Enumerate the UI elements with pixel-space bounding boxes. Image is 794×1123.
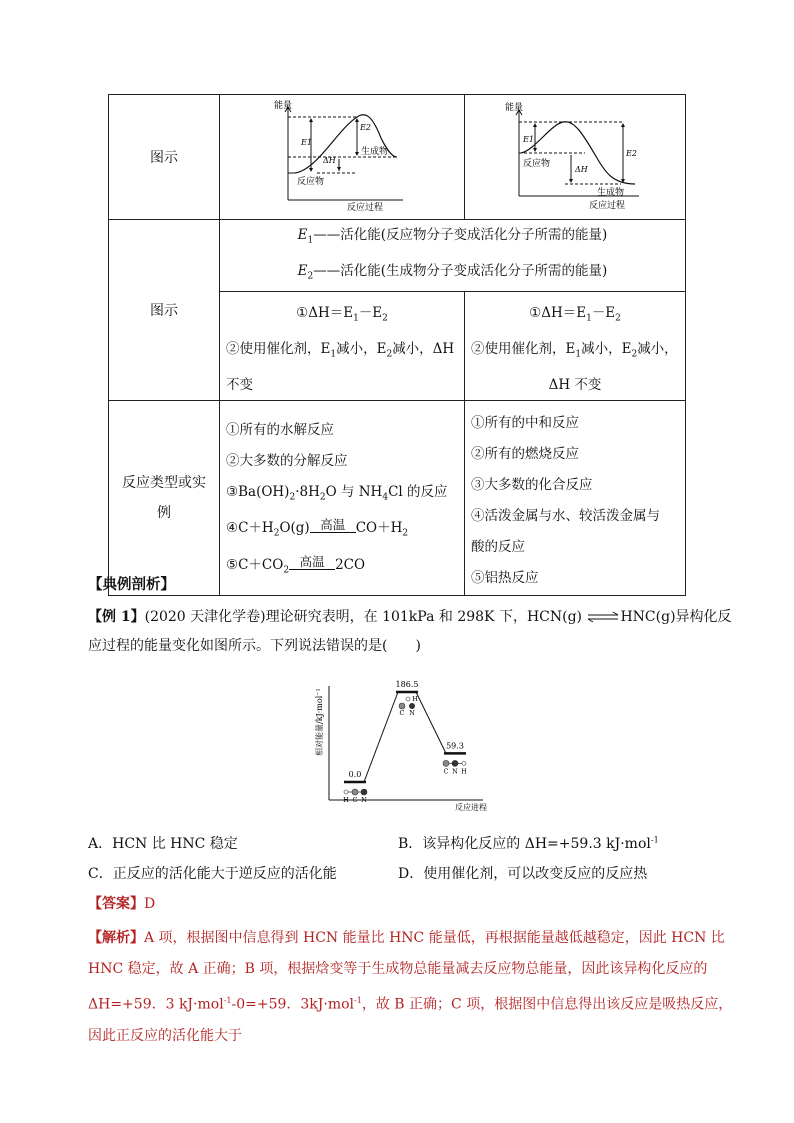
- connector-line: [364, 692, 398, 782]
- energy-profile-chart: [315, 676, 487, 812]
- option-b: B．该异构化反应的 ΔH=+59.3 kJ·mol$^{-1}$: [398, 835, 659, 852]
- list-item: ④活泼金属与水、较活泼金属与: [471, 507, 660, 524]
- equilibrium-arrow-icon: [586, 612, 620, 622]
- list-item: $④C+H_2O(g)$ 高温 $CO+H_2$: [226, 517, 409, 540]
- atom-marker: [344, 790, 348, 794]
- option-c: C．正反应的活化能大于逆反应的活化能: [88, 866, 337, 882]
- table-row: [109, 220, 686, 292]
- atom-marker: [452, 760, 458, 766]
- exothermic-energy-diagram: [274, 100, 407, 213]
- dh-formula: $①\Delta H=E_1-E_2$: [529, 305, 621, 325]
- atom-marker: [361, 789, 367, 795]
- atom-label: N: [409, 709, 415, 717]
- endothermic-energy-diagram: [505, 100, 645, 210]
- e1-definition: $E_1——$活化能(反应物分子变成活化分子所需的能量): [297, 227, 608, 246]
- analysis: 【解析】A 项，根据图中信息得到 HCN 能量比 HNC 能量低，再根据能量越低越稳定，因此 HCN 比 HNC 稳定，故 A 正确；B 项，根据焓变等于生成物总能量减去反应物总能量，因此该异构化反应的 ΔH=+59．3 kJ·mol$^{-1}$-0=+59．3kJ·mol$^{-1}$，故 B 正确；C 项，根据图中信息得出该反应是吸热反应，因此正反应的活化能大于: [88, 930, 733, 1044]
- data-label: 0.0: [348, 770, 362, 779]
- data-label: 186.5: [395, 680, 419, 689]
- atom-marker: [443, 760, 449, 766]
- question-stem: 【例 1】(2020 天津化学卷)理论研究表明，在 101kPa 和 298K 下，HCN(g) HNC(g)异构化反应过程的能量变化如图所示。下列说法错误的是( ): [88, 609, 732, 654]
- list-item: 酸的反应: [471, 538, 525, 555]
- e2-label: E2: [360, 123, 371, 132]
- x-axis-label: 反应进程: [455, 803, 487, 812]
- atom-marker: [462, 761, 466, 765]
- endothermic-diagram-cell: [465, 95, 686, 220]
- e1-label: E1: [301, 138, 312, 147]
- answer: 【答案】D: [88, 896, 156, 912]
- atom-label: N: [452, 767, 458, 776]
- list-item: ⑤铝热反应: [471, 569, 539, 586]
- section-title: 【典例剖析】: [88, 576, 175, 593]
- atom-marker: [406, 697, 410, 701]
- y-axis-label: 能量: [274, 101, 293, 111]
- dh-formula: $①\Delta H=E_1-E_2$: [296, 305, 388, 325]
- y-axis-label: 能量: [505, 103, 524, 113]
- atom-marker: [352, 789, 358, 795]
- e1-label: E1: [523, 135, 534, 144]
- connector-line: [416, 692, 446, 753]
- dh-label: ΔH: [575, 165, 588, 174]
- e2-definition: $E_2——$活化能(生成物分子变成活化分子所需的能量): [297, 262, 608, 282]
- atom-label: H: [343, 796, 349, 804]
- atom-label: C: [399, 709, 405, 717]
- list-item: $⑤C+CO_2$ 高温 2CO: [226, 554, 366, 576]
- activation-energy-definitions: [220, 220, 686, 292]
- row-label: 图示: [109, 95, 220, 220]
- x-axis-label: 反应过程: [347, 203, 384, 213]
- product-label: 生成物: [361, 147, 389, 157]
- table-row: [109, 95, 686, 220]
- comparison-table: [108, 94, 686, 596]
- data-label: 59.3: [446, 741, 464, 751]
- list-item: ②所有的燃烧反应: [471, 445, 579, 462]
- option-d: D．使用催化剂，可以改变反应的反应热: [398, 866, 648, 882]
- option-a: A．HCN 比 HNC 稳定: [88, 836, 238, 852]
- table-row: [109, 400, 686, 595]
- atom-label: H: [412, 695, 418, 703]
- atom-label: C: [352, 796, 358, 804]
- list-item: ①所有的中和反应: [471, 414, 579, 431]
- list-item: ①所有的水解反应: [226, 421, 334, 438]
- exothermic-diagram-cell: [220, 95, 465, 220]
- atom-label: C: [443, 767, 449, 776]
- row-label: 图示: [109, 220, 220, 401]
- exothermic-formula-cell: [220, 292, 465, 400]
- endothermic-formula-cell: [465, 292, 686, 400]
- list-item: ②大多数的分解反应: [226, 452, 348, 469]
- question-tag: 【例 1】: [88, 609, 145, 625]
- list-item: ③大多数的化合反应: [471, 476, 593, 493]
- dh-label: ΔH: [323, 156, 336, 165]
- reactant-label: 反应物: [297, 177, 325, 187]
- endothermic-examples: [220, 400, 465, 595]
- product-label: 生成物: [597, 188, 625, 198]
- catalyst-effect: ②使用催化剂，$E_1$减小，$E_2$减小，ΔH: [226, 341, 455, 360]
- catalyst-effect: ②使用催化剂，$E_1$减小，$E_2$减小，: [471, 341, 678, 360]
- atom-label: H: [461, 767, 467, 776]
- exothermic-examples: [465, 400, 686, 595]
- y-axis-label: 相对能量/kJ·mol⁻¹: [315, 688, 324, 756]
- row-label: 反应类型或实例: [109, 400, 220, 595]
- x-axis-label: 反应过程: [589, 201, 626, 211]
- list-item: $③Ba(OH)_2\cdot 8H_2O$ 与 $NH_4Cl$ 的反应: [226, 483, 448, 503]
- reactant-label: 反应物: [523, 159, 551, 169]
- catalyst-effect-cont: ΔH 不变: [548, 376, 602, 393]
- atom-label: N: [361, 796, 367, 804]
- catalyst-effect-cont: 不变: [226, 376, 253, 393]
- e2-label: E2: [626, 149, 637, 158]
